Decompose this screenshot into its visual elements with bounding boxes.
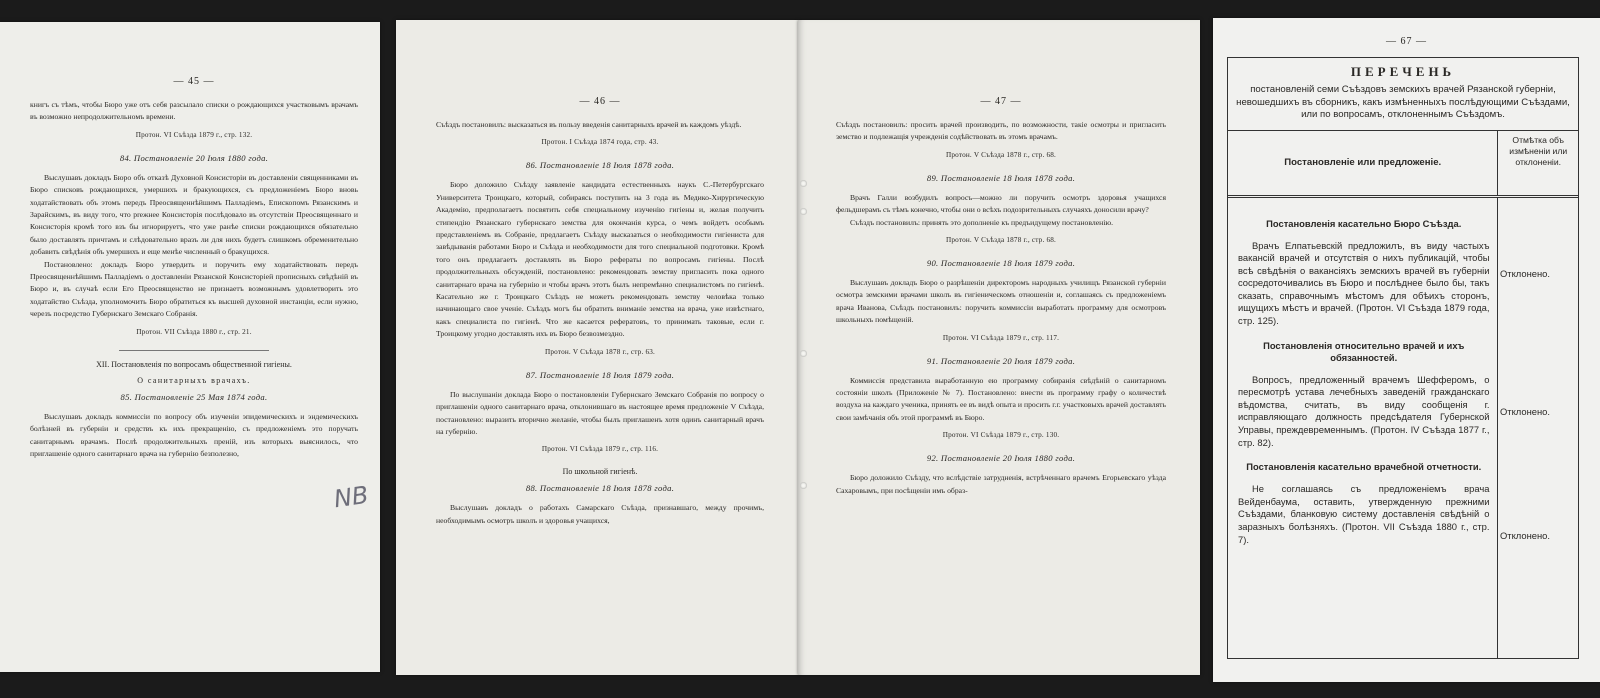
divider: [119, 350, 269, 351]
list-item: Не соглашаясь съ предложеніемъ врача Вейденбаума, оставить, утвержденную прежними Съѣздами, бланковую систему доставленія свѣдѣній о заразныхъ болѣзняхъ. (Протон. VII Съѣзда 1880 г., стр. 7).: [1238, 483, 1490, 545]
resolution-heading: 90. Постановленіе 18 Іюля 1879 года.: [926, 258, 1076, 269]
page-number: — 46 —: [579, 96, 621, 107]
verdict-label: Отклонено.: [1500, 406, 1550, 417]
paragraph: Врачъ Галли возбудилъ вопросъ—можно ли поручить осмотръ здоровья учащихся фельдшерамъ съ тѣмъ конечно, чтобы они о всѣхъ подозрительныхъ случаяхъ доносили врачу?: [836, 192, 1166, 215]
paragraph: Выслушавъ докладъ коммиссіи по вопросу объ изученіи эпидемическихъ и эндемическихъ болѣзней въ губерніи и средствъ къ ихъ прекращенію, съ предложеніемъ этo поручать санитарнымъ врачамъ. Послѣ продолжительныхъ преній, изъ которыхъ выяснилось, что приглашеніе одного санитарнаго врача на губернію безполезно,: [30, 411, 358, 458]
protocol-reference: Протон. I Съѣзда 1874 года, стр. 43.: [541, 138, 659, 147]
protocol-reference: Протон. V Съѣзда 1878 г., стр. 68.: [945, 150, 1057, 159]
column-header-resolution: Постановленіе или предложеніе.: [1228, 131, 1498, 195]
paragraph: Выслушавъ докладъ Бюро о разрѣшеніи директоромъ народныхъ училищъ Рязанской губерніи осмотра земскими врачами школъ въ гигіеническомъ отношеніи и, соглашаясь съ предложеніемъ врача Иванова, Съѣздъ постановилъ: поручить коммиссіи выработать программу для осмотровъ школьныхъ помѣщеній.: [836, 278, 1166, 325]
resolution-heading: 87. Постановленіе 18 Іюля 1879 года.: [525, 369, 675, 380]
resolution-heading: 86. Постановленіе 18 Іюля 1878 года.: [525, 160, 675, 171]
list-table: [1227, 57, 1579, 659]
list-item: Врачъ Елпатьевскій предложилъ, въ виду частыхъ вакансій врачей и отсутствія о нихъ публикацій, чтобы всѣ свѣдѣнія о вакансіяхъ земскихъ врачей въ губерніи сосредоточивались въ Бюро и послѣднее было бы, такъ сказать, справочнымъ мѣстомъ для обѣихъ сторонъ, ищущихъ мѣстъ и врачей. (Протон. VI Съѣзда 1879 года, стр. 125).: [1238, 239, 1490, 327]
resolution-heading: 84. Постановленіе 20 Іюля 1880 года.: [119, 152, 269, 163]
page-number: — 45 —: [173, 76, 215, 87]
verdict-label: Отклонено.: [1500, 268, 1550, 279]
column-header-note: Отмѣтка объ измѣненіи или отклоненіи.: [1509, 134, 1568, 167]
paragraph: Коммиссія представила выработанную ею программу собиранія свѣдѣній о санитарномъ состояніи школъ (Приложеніе № 7). Постановлено: внести въ программу графу о количествѣ воздуха на каждаго ученика, принять ее въ видѣ опыта и просить г.г. участковыхъ врачей доставлять свои замѣчанія объ этой программѣ въ Бюро.: [836, 375, 1166, 422]
resolution-heading: 88. Постановленіе 18 Іюля 1878 года.: [525, 483, 675, 494]
binding-holes: [800, 20, 810, 675]
page-46: [396, 20, 798, 675]
table-body: [1228, 195, 1578, 658]
list-item: Вопросъ, предложенный врачемъ Шефферомъ, о пересмотрѣ устава лечебныхъ заведеній гражданскаго вѣдомства, считать, въ виду сообщенія г. исправляющаго должность предсѣдателя Губернской Управы, преждевременнымъ. (Протон. IV Съѣзда 1877 г., стр. 82).: [1238, 373, 1490, 448]
paragraph: Бюро доложило Съѣзду, что вслѣдствіе затрудненія, встрѣченнаго врачемъ Егорьевскаго уѣзда Сахаровымъ, при посѣщеніи имъ образ-: [836, 473, 1166, 495]
binding-hole: [800, 180, 807, 187]
handwritten-note: NB: [332, 480, 371, 514]
resolution-heading: 92. Постановленіе 20 Іюля 1880 года.: [926, 453, 1076, 464]
subsection-heading: О санитарныхъ врачахъ.: [137, 375, 251, 385]
paragraph: По выслушаніи доклада Бюро о постановленіи Губернскаго Земскаго Собранія по вопросу о приглашеніи одного санитарнаго врача, отклонившаго въ настоящее время предложеніе V Съѣзда, постановлено: выразить вторично желаніе, чтобы былъ приглашенъ хотя одинъ санитарный врачъ на губернію.: [436, 389, 764, 436]
protocol-reference: Протон. VI Съѣзда 1879 г., стр. 132.: [135, 130, 253, 139]
table-header: [1228, 130, 1578, 195]
page-45: [0, 22, 380, 672]
paragraph: книгъ съ тѣмъ, чтобы Бюро уже отъ себя разсылало списки о рождающихся участковымъ врачамъ въ возможно непродолжительномъ времени.: [30, 100, 358, 122]
protocol-reference: Протон. VI Съѣзда 1879 г., стр. 130.: [942, 431, 1060, 440]
protocol-reference: Протон. VII Съѣзда 1880 г., стр. 21.: [136, 327, 252, 336]
paragraph: Постановлено: докладъ Бюро утвердить и поручить ему ходатайствовать передъ Преосвященнѣйшимъ Палладіемъ о доставленіи Рязанской Консисторіей прописныхъ свѣдѣній въ Бюро и, въ случаѣ если Его Преосвященство не признаетъ возможнымъ удовлетворить это ходатайство Съѣзда, уполномочить Бюро обратиться къ высшей духовной инстанціи, если нужно, черезъ посредство Губернскаго Земскаго Собранія.: [30, 259, 358, 319]
paragraph: Выслушавъ докладъ о работахъ Самарскаго Съѣзда, признавшаго, между прочимъ, необходимымъ осмотръ школъ и здоровья учащихся,: [436, 503, 764, 525]
page-number: — 47 —: [980, 96, 1022, 107]
verdict-label: Отклонено.: [1500, 530, 1550, 541]
section-heading: Постановленія касательно Бюро Съѣзда.: [1266, 217, 1462, 229]
binding-hole: [800, 350, 807, 357]
binding-hole: [800, 482, 807, 489]
protocol-reference: Протон. VI Съѣзда 1879 г., стр. 117.: [942, 333, 1060, 342]
protocol-reference: Протон. V Съѣзда 1878 г., стр. 68.: [945, 236, 1057, 245]
resolution-heading: 91. Постановленіе 20 Іюля 1879 года.: [926, 355, 1076, 366]
resolution-heading: 89. Постановленіе 18 Іюля 1878 года.: [926, 172, 1076, 183]
page-47: [798, 20, 1200, 675]
protocol-reference: Протон. VI Съѣзда 1879 г., стр. 116.: [541, 445, 659, 454]
page-67: [1213, 18, 1600, 682]
paragraph: Съѣздъ постановилъ: принять это дополненіе къ предъидущему постановленію.: [850, 217, 1114, 227]
table-subtitle: постановленій семи Съѣздовъ земскихъ врачей Рязанской губерніи, невошедшихъ въ сборникъ, какъ измѣненныхъ послѣдующими Съѣздами, или по вопросамъ, отклоненнымъ Съѣздомъ.: [1236, 84, 1570, 120]
resolution-heading: 85. Постановленіе 25 Мая 1874 года.: [120, 391, 268, 402]
paragraph: Бюро доложило Съѣзду заявленіе кандидата естественныхъ наукъ С.-Петербургскаго Университета Троицкаго, который, собираясь поступить на 3 года въ Медико-Хирургическую Академію, предполагаетъ посвятить себя специальному изученію гигіены и, желая получить стипендію Рязанскаго губернскаго земства для окончанія курса, о чемъ войдетъ особымъ представленіемъ въ Собраніе, предлагаетъ Съѣзду высказаться о необходимости гигіениста для завѣдыванія работами Бюро и Съѣзда и необходимости для того специальной подготовки. Кромѣ того онъ предлагаетъ доставлять въ Бюро рефераты по вопросамъ гигіены. Послѣ продолжительныхъ обсужденій, постановлено: рекомендовать земству пригласить пока одного санитарнаго врача на губернію и чтобы врачъ этотъ былъ непремѣнно специалистомъ по гигіенѣ. Касательно же г. Троицкаго Съѣздъ не можетъ рекомендовать земству человѣка только начинающаго свое ученіе. Съѣздъ могъ бы обратить вниманіе земства на врача, уже извѣстнаго, какъ специалиста по гигіенѣ. Что же касается рефератовъ, то принимать таковые, если г. Троицкому угодно доставлять ихъ въ Бюро безвозмездно.: [436, 180, 764, 339]
table-title: ПЕРЕЧЕНЬ: [1350, 64, 1456, 79]
protocol-reference: Протон. V Съѣзда 1878 г., стр. 63.: [544, 347, 656, 356]
subsection-heading: По школьной гигіенѣ.: [562, 467, 638, 477]
binding-hole: [800, 208, 807, 215]
note-column: [1498, 198, 1578, 658]
resolution-column: [1228, 198, 1498, 658]
paragraph: Съѣздъ постановилъ: высказаться въ пользу введенія санитарныхъ врачей въ каждомъ уѣздѣ.: [436, 120, 742, 129]
section-heading: Постановленія касательно врачебной отчетности.: [1246, 461, 1482, 473]
paragraph: Съѣздъ постановилъ: просить врачей производить, по возможности, такіе осмотры и пригласить земство и подлежащія учрежденія содѣйствовать въ этомъ врачамъ.: [836, 120, 1166, 142]
section-heading: Постановленія относительно врачей и ихъ обязанностей.: [1263, 339, 1465, 363]
page-number: — 67 —: [1386, 36, 1427, 47]
section-heading: XII. Постановленія по вопросамъ общественной гигіены.: [96, 359, 292, 369]
paragraph: Выслушавъ докладъ Бюро объ отказѣ Духовной Консисторіи въ доставленіи священниками въ Бюро списковъ рождающихся, умершихъ и бракующихся, съ предложеніемъ Бюро вновь ходатайствовать объ этомъ передъ Преосвященнѣйшимъ Палладіемъ, Епископомъ Рязанскимъ и Зарайскимъ, въ виду того, что prежнее Консисторія поcлѣдовало въ отсутствіи Преосвященнаго и Консисторія кромѣ того взъ бы игнорируетъ, что уже ранѣе списки рождающихся обязательно было доставлять причтамъ и слѣдовательно вразъ ли для нихъ будетъ слишкомъ обременительно добавить свѣдѣнія объ умершихъ и еще менѣе численный о бракущихся.: [30, 172, 358, 257]
